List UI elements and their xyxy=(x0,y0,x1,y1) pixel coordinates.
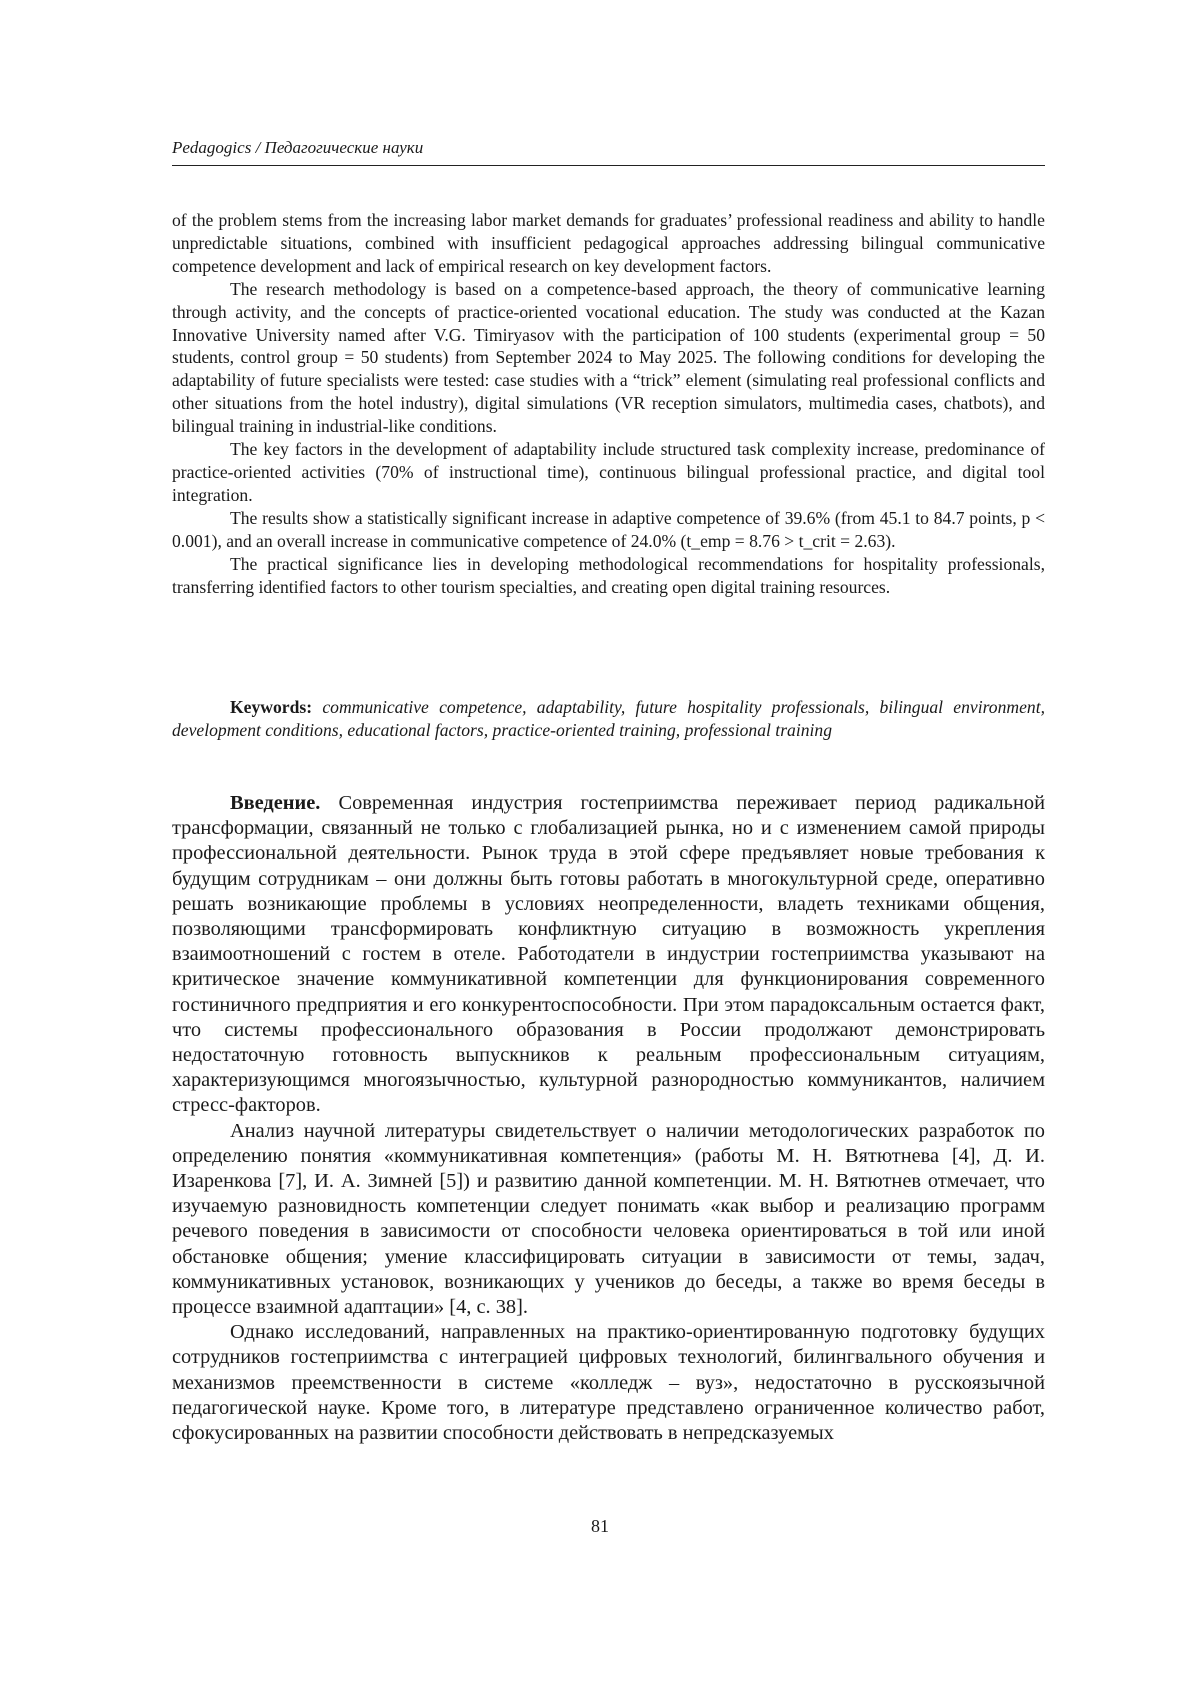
abstract-paragraph: The research methodology is based on a competence-based approach, the theory of communicative learning through activity, and the concepts of practice-oriented vocational education. The study was conducted at the Kazan Innovative University named after V.G. Timiryasov with the participation of 100 students (experimental group = 50 students, control group = 50 students) from September 2024 to May 2025. The following conditions for developing the adaptability of future specialists were tested: case studies with a “trick” element (simulating real professional conflicts and other situations from the hotel industry), digital simulations (VR reception simulators, multimedia cases, chatbots), and bilingual training in industrial-like conditions. xyxy=(172,278,1045,437)
introduction-heading: Введение. xyxy=(230,792,321,814)
english-abstract xyxy=(172,209,1045,598)
running-head: Pedagogics / Педагогические науки xyxy=(172,138,424,157)
body-paragraph: Однако исследований, направленных на практико-ориентированную подготовку будущих сотрудников гостеприимства с интеграцией цифровых технологий, билингвального обучения и механизмов преемственности в системе «колледж – вуз», недостаточно в русскоязычной педагогической науке. Кроме того, в литературе представлено ограниченное количество работ, сфокусированных на развитии способности действовать в непредсказуемых xyxy=(172,1321,1045,1445)
introduction-text: Современная индустрия гостеприимства переживает период радикальной трансформации, связанный не только с глобализацией рынка, но и с изменением самой природы профессиональной деятельности. Рынок труда в этой сфере предъявляет новые требования к будущим сотрудникам – они должны быть готовы работать в многокультурной среде, оперативно решать возникающие проблемы в условиях неопределенности, владеть техниками общения, позволяющими трансформировать конфликтную ситуацию в возможность укрепления взаимоотношений с гостем в отеле. Работодатели в индустрии гостеприимства указывают на критическое значение коммуникативной компетенции для функционирования современного гостиничного предприятия и его конкурентоспособности. При этом парадоксальным остается факт, что системы профессионального образования в России продолжают демонстрировать недостаточную готовность выпускников к реальным профессиональным ситуациям, характеризующимся многоязычностью, культурной разнородностью коммуникантов, наличием стресс-факторов. xyxy=(172,792,1045,1117)
abstract-paragraph: of the problem stems from the increasing labor market demands for graduates’ professional readiness and ability to handle unpredictable situations, combined with insufficient pedagogical approaches addressing bilingual communicative competence development and lack of empirical research on key development factors. xyxy=(172,210,1045,276)
body-paragraph-introduction xyxy=(172,791,1045,1119)
abstract-paragraph: The practical significance lies in developing methodological recommendations for hospitality professionals, transferring identified factors to other tourism specialties, and creating open digital training resources. xyxy=(172,553,1045,597)
abstract-paragraph: The results show a statistically significant increase in adaptive competence of 39.6% (from 45.1 to 84.7 points, p < 0.001), and an overall increase in communicative competence of 24.0% (t_emp = 8.76 > t_crit = 2.63). xyxy=(172,507,1045,551)
page-number: 81 xyxy=(591,1516,609,1536)
article-body xyxy=(172,791,1045,1446)
abstract-paragraph: The key factors in the development of adaptability include structured task complexity increase, predominance of practice-oriented activities (70% of instructional time), continuous bilingual professional practice, and digital tool integration. xyxy=(172,439,1045,505)
keywords-block xyxy=(172,696,1045,742)
keywords-label: Keywords: xyxy=(230,697,313,717)
body-paragraph: Анализ научной литературы свидетельствует о наличии методологических разработок по определению понятия «коммуникативная компетенция» (работы М. Н. Вятютнева [4], Д. И. Изаренкова [7], И. А. Зимней [5]) и развитию данной компетенции. М. Н. Вятютнев отмечает, что изучаемую разновидность компетенции следует понимать «как выбор и реализацию программ речевого поведения в зависимости от способности человека ориентироваться в той или иной обстановке общения; умение классифицировать ситуации в зависимости от темы, задач, коммуникативных установок, возникающих у учеников до беседы, а также во время беседы в процессе взаимной адаптации» [4, с. 38]. xyxy=(172,1119,1045,1319)
keywords-list: communicative competence, adaptability, future hospitality professionals, bilingual environment, development conditions, educational factors, practice-oriented training, professional training xyxy=(172,697,1045,740)
header-divider xyxy=(172,165,1045,166)
